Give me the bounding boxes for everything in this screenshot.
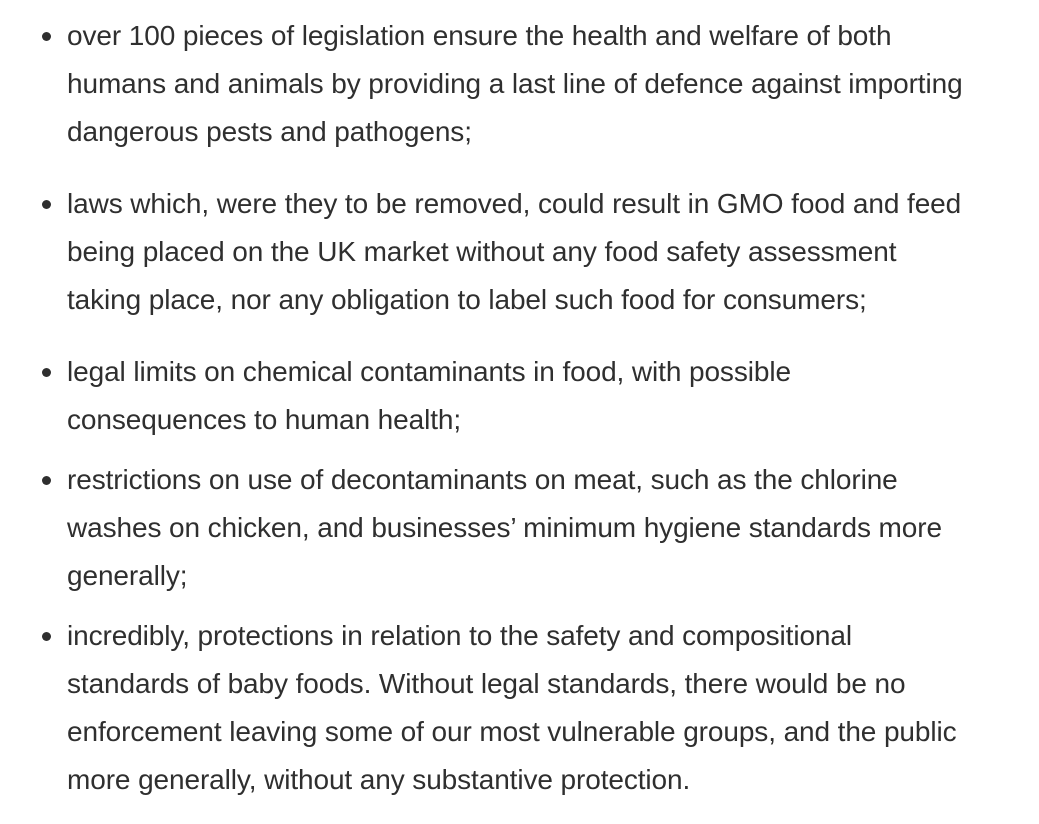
list-item-line: standards of baby foods. Without legal standards, there would be no — [67, 668, 906, 699]
bullet-icon — [42, 632, 51, 641]
list-item-line: laws which, were they to be removed, could result in GMO food and feed — [67, 188, 962, 219]
bullet-icon — [42, 476, 51, 485]
list-item — [67, 612, 1007, 804]
list-item-line: taking place, nor any obligation to label such food for consumers; — [67, 284, 867, 315]
list-item-line: being placed on the UK market without any food safety assessment — [67, 236, 897, 267]
list-item — [67, 456, 1007, 600]
list-item-line: legal limits on chemical contaminants in food, with possible — [67, 356, 791, 387]
bullet-icon — [42, 200, 51, 209]
list-item-line: restrictions on use of decontaminants on meat, such as the chlorine — [67, 464, 898, 495]
list-item-line: generally; — [67, 560, 188, 591]
list-item-line: consequences to human health; — [67, 404, 462, 435]
list-item-line: incredibly, protections in relation to the safety and compositional — [67, 620, 852, 651]
list-item — [67, 348, 1007, 444]
list-item-line: dangerous pests and pathogens; — [67, 116, 472, 147]
list-item-line: humans and animals by providing a last line of defence against importing — [67, 68, 963, 99]
list-item-line: washes on chicken, and businesses’ minimum hygiene standards more — [67, 512, 942, 543]
list-item-line: more generally, without any substantive protection. — [67, 764, 691, 795]
bullet-icon — [42, 368, 51, 377]
list-item — [67, 180, 1007, 324]
list-item-line: enforcement leaving some of our most vulnerable groups, and the public — [67, 716, 957, 747]
list-item — [67, 12, 1007, 156]
list-item-line: over 100 pieces of legislation ensure the health and welfare of both — [67, 20, 892, 51]
bullet-icon — [42, 32, 51, 41]
